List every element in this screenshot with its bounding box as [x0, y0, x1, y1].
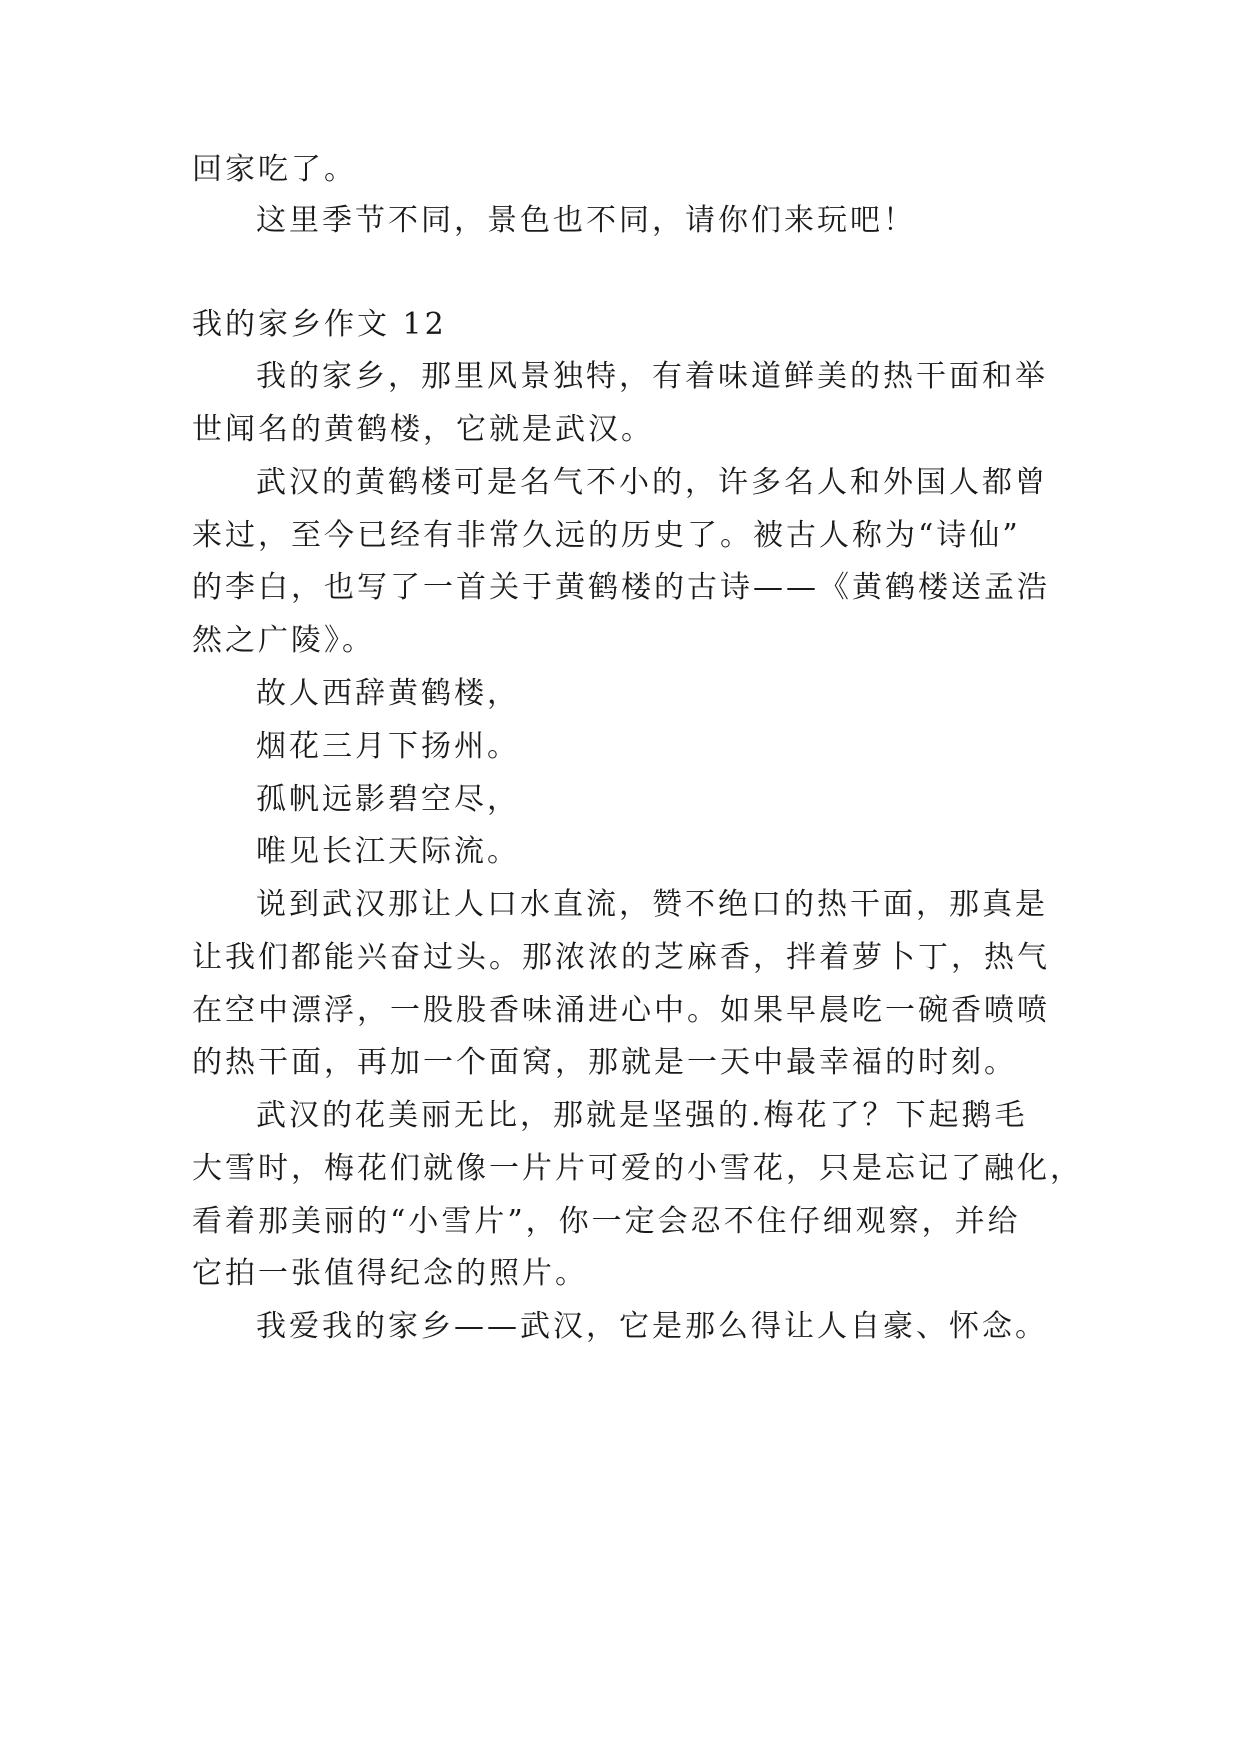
text-line: 它拍一张值得纪念的照片。 — [192, 1256, 588, 1291]
text-line: 看着那美丽的“小雪片”，你一定会忍不住仔细观察，并给 — [192, 1204, 1021, 1239]
text-line: 大雪时，梅花们就像一片片可爱的小雪花，只是忘记了融化， — [192, 1151, 1083, 1186]
text-line: 我的家乡，那里风景独特，有着味道鲜美的热干面和举 — [256, 359, 1048, 394]
text-line: 这里季节不同，景色也不同，请你们来玩吧！ — [256, 203, 916, 238]
text-line: 武汉的黄鹤楼可是名气不小的，许多名人和外国人都曾 — [256, 465, 1048, 500]
poem-line: 故人西辞黄鹤楼， — [256, 676, 520, 711]
text-line: 来过，至今已经有非常久远的历史了。被古人称为“诗仙” — [192, 518, 1021, 553]
text-line: 然之广陵》。 — [192, 623, 375, 658]
text-line: 世闻名的黄鹤楼，它就是武汉。 — [192, 412, 654, 447]
poem-line: 孤帆远影碧空尽， — [256, 782, 520, 817]
text-line: 武汉的花美丽无比，那就是坚强的.梅花了？下起鹅毛 — [256, 1098, 1028, 1133]
poem-line: 烟花三月下扬州。 — [256, 729, 520, 764]
text-line: 在空中漂浮，一股股香味涌进心中。如果早晨吃一碗香喷喷 — [192, 993, 1050, 1028]
text-line: 回家吃了。 — [192, 152, 357, 187]
text-line: 的热干面，再加一个面窝，那就是一天中最幸福的时刻。 — [192, 1045, 1017, 1080]
text-line: 说到武汉那让人口水直流，赞不绝口的热干面，那真是 — [256, 887, 1048, 922]
text-line: 让我们都能兴奋过头。那浓浓的芝麻香，拌着萝卜丁，热气 — [192, 940, 1050, 975]
poem-line: 唯见长江天际流。 — [256, 834, 520, 869]
text-line: 我爱我的家乡——武汉，它是那么得让人自豪、怀念。 — [256, 1309, 1048, 1344]
text-line: 的李白，也写了一首关于黄鹤楼的古诗——《黄鹤楼送孟浩 — [192, 570, 1050, 605]
section-title: 我的家乡作文 12 — [192, 307, 447, 342]
